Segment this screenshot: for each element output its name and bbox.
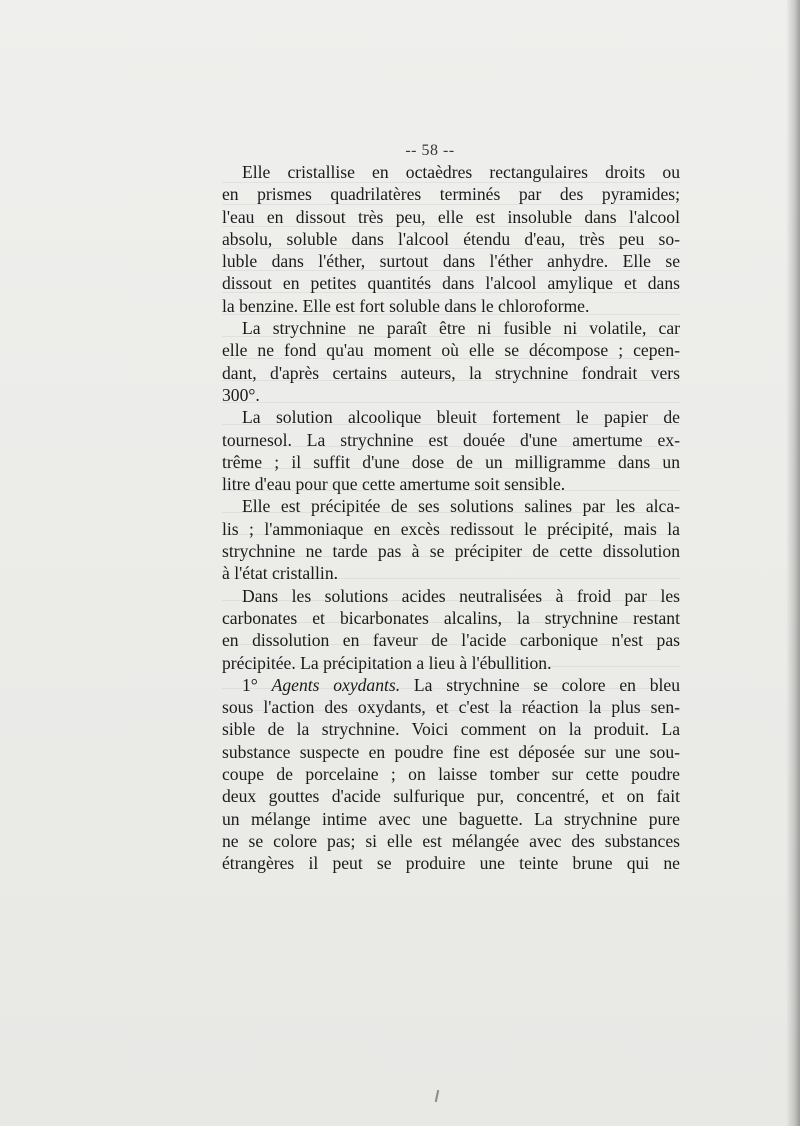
text-line: à l'état cristallin. xyxy=(222,563,339,584)
stray-mark xyxy=(435,1090,439,1102)
text-line: étrangères il peut se produire une teinte brune qui ne xyxy=(222,853,680,874)
text-line: La strychnine ne paraît être ni fusible ni volatile, car xyxy=(242,318,680,339)
text-line: en dissolution en faveur de l'acide carbonique n'est pas xyxy=(222,630,680,651)
text-line: sous l'action des oxydants, et c'est la réaction la plus sen- xyxy=(222,697,680,718)
text-line: l'eau en dissout très peu, elle est insoluble dans l'alcool xyxy=(222,206,680,227)
text-line: 300°. xyxy=(222,384,260,405)
text-line: Elle est précipitée de ses solutions salines par les alca- xyxy=(242,496,680,517)
text-line: Elle cristallise en octaèdres rectangulaires droits ou xyxy=(242,162,680,182)
text-line: coupe de porcelaine ; on laisse tomber sur cette poudre xyxy=(222,764,680,785)
text-line: précipitée. La précipitation a lieu à l'ébullition. xyxy=(222,652,552,673)
section-heading-italic: Agents oxydants. xyxy=(271,674,401,695)
text-line: La solution alcoolique bleuit fortement le papier de xyxy=(242,407,680,428)
text-line: elle ne fond qu'au moment où elle se décompose ; cepen- xyxy=(222,340,680,361)
text-line: trême ; il suffit d'une dose de un milligramme dans un xyxy=(222,451,680,472)
text-line: luble dans l'éther, surtout dans l'éther anhydre. Elle se xyxy=(222,251,680,272)
text-line: carbonates et bicarbonates alcalins, la strychnine restant xyxy=(222,607,680,628)
text-line: dant, d'après certains auteurs, la strychnine fondrait vers xyxy=(222,362,680,383)
text-line: un mélange intime avec une baguette. La strychnine pure xyxy=(222,808,680,829)
text-line: substance suspecte en poudre fine est déposée sur une sou- xyxy=(222,741,680,762)
text-line: strychnine ne tarde pas à se précipiter de cette dissolution xyxy=(222,541,680,562)
text-line: 1° Agents oxydants. La strychnine se colore en bleu xyxy=(242,674,681,695)
text-line: ne se colore pas; si elle est mélangée avec des substances xyxy=(222,830,680,851)
text-line: litre d'eau pour que cette amertume soit sensible. xyxy=(222,474,566,495)
body-text xyxy=(222,161,680,875)
text-line: lis ; l'ammoniaque en excès redissout le précipité, mais la xyxy=(222,518,680,539)
text-line: la benzine. Elle est fort soluble dans le chloroforme. xyxy=(222,295,590,316)
text-line: Dans les solutions acides neutralisées à froid par les xyxy=(242,585,680,606)
page-edge-shadow xyxy=(786,0,800,1126)
text-line: tournesol. La strychnine est douée d'une amertume ex- xyxy=(222,429,680,450)
text-line: absolu, soluble dans l'alcool étendu d'eau, très peu so- xyxy=(222,228,680,249)
text-line: en prismes quadrilatères terminés par des pyramides; xyxy=(222,184,680,205)
text-line: sible de la strychnine. Voici comment on la produit. La xyxy=(222,719,680,740)
page-number: -- 58 -- xyxy=(405,142,455,159)
text-line: dissout en petites quantités dans l'alcool amylique et dans xyxy=(222,273,680,294)
text-line: deux gouttes d'acide sulfurique pur, concentré, et on fait xyxy=(222,786,680,807)
